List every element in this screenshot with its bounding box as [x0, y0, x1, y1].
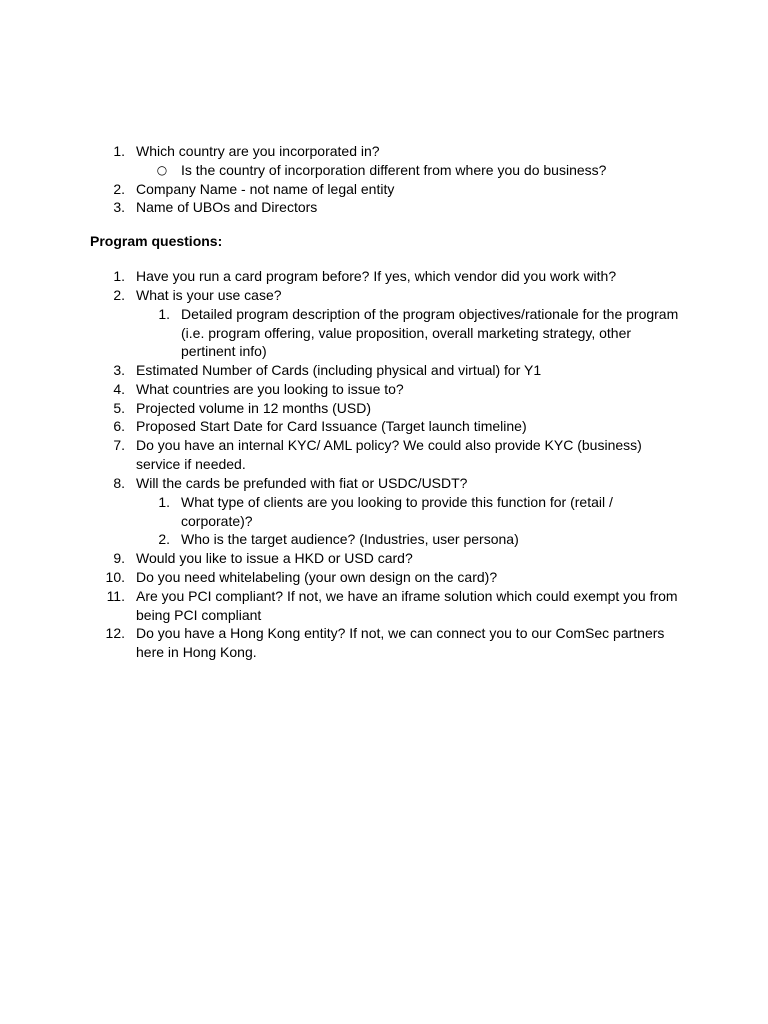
list-item-text: Who is the target audience? (Industries, user persona) [181, 531, 519, 547]
list-item-text: Company Name - not name of legal entity [136, 181, 395, 197]
list-item-text: pertinent info) [181, 343, 267, 360]
list-item-text: Detailed program description of the program objectives/rationale for the program [181, 306, 679, 322]
list-item-text: Are you PCI compliant? If not, we have an iframe solution which could exempt you from [136, 588, 678, 604]
list-item-text: Proposed Start Date for Card Issuance (Target launch timeline) [136, 418, 527, 434]
list-item-text: Is the country of incorporation different from where you do business? [181, 162, 607, 178]
list-number: 1. [113, 268, 125, 284]
list-item-text: What type of clients are you looking to provide this function for (retail / [181, 494, 613, 510]
list-item-text: service if needed. [136, 455, 246, 472]
section-heading: Program questions: [90, 233, 223, 249]
list-number: 10. [105, 569, 125, 585]
list-number: 4. [113, 381, 125, 397]
list-number: 3. [113, 199, 125, 215]
list-number: 6. [113, 418, 125, 434]
list-item-text: here in Hong Kong. [136, 643, 257, 660]
list-item-text: being PCI compliant [136, 606, 262, 623]
list-item-text: Estimated Number of Cards (including physical and virtual) for Y1 [136, 362, 542, 378]
list-number: 9. [113, 550, 125, 566]
list-item-text: Would you like to issue a HKD or USD card? [136, 550, 413, 566]
list-item-text: Do you need whitelabeling (your own design on the card)? [136, 569, 498, 585]
list-item-text: Have you run a card program before? If yes, which vendor did you work with? [136, 268, 617, 284]
list-item-text: Will the cards be prefunded with fiat or USDC/USDT? [136, 475, 468, 491]
list-number: 12. [105, 625, 125, 641]
list-number: 2. [113, 287, 125, 303]
list-number: 2. [113, 181, 125, 197]
list-number: 1. [113, 143, 125, 159]
list-number: 1. [158, 306, 170, 322]
list-number: 11. [106, 588, 125, 604]
list-item-text: What is your use case? [136, 287, 282, 303]
list-item-text: Do you have an internal KYC/ AML policy? We could also provide KYC (business) [136, 437, 642, 453]
list-item-text: Do you have a Hong Kong entity? If not, we can connect you to our ComSec partners [136, 625, 665, 641]
list-item-text: What countries are you looking to issue to? [136, 381, 404, 397]
list-number: 2. [158, 531, 170, 547]
list-number: 5. [113, 400, 125, 416]
list-number: 7. [113, 437, 125, 453]
list-number: 8. [113, 475, 125, 491]
list-item-text: (i.e. program offering, value proposition, overall marketing strategy, other [181, 324, 632, 341]
list-number: 1. [158, 494, 170, 510]
list-number: 3. [113, 362, 125, 378]
list-item-text: Which country are you incorporated in? [136, 143, 380, 159]
list-item-text: Name of UBOs and Directors [136, 199, 318, 215]
list-item-text: Projected volume in 12 months (USD) [136, 400, 371, 416]
list-item-text: corporate)? [181, 512, 253, 529]
bullet-icon: ○ [156, 163, 168, 177]
